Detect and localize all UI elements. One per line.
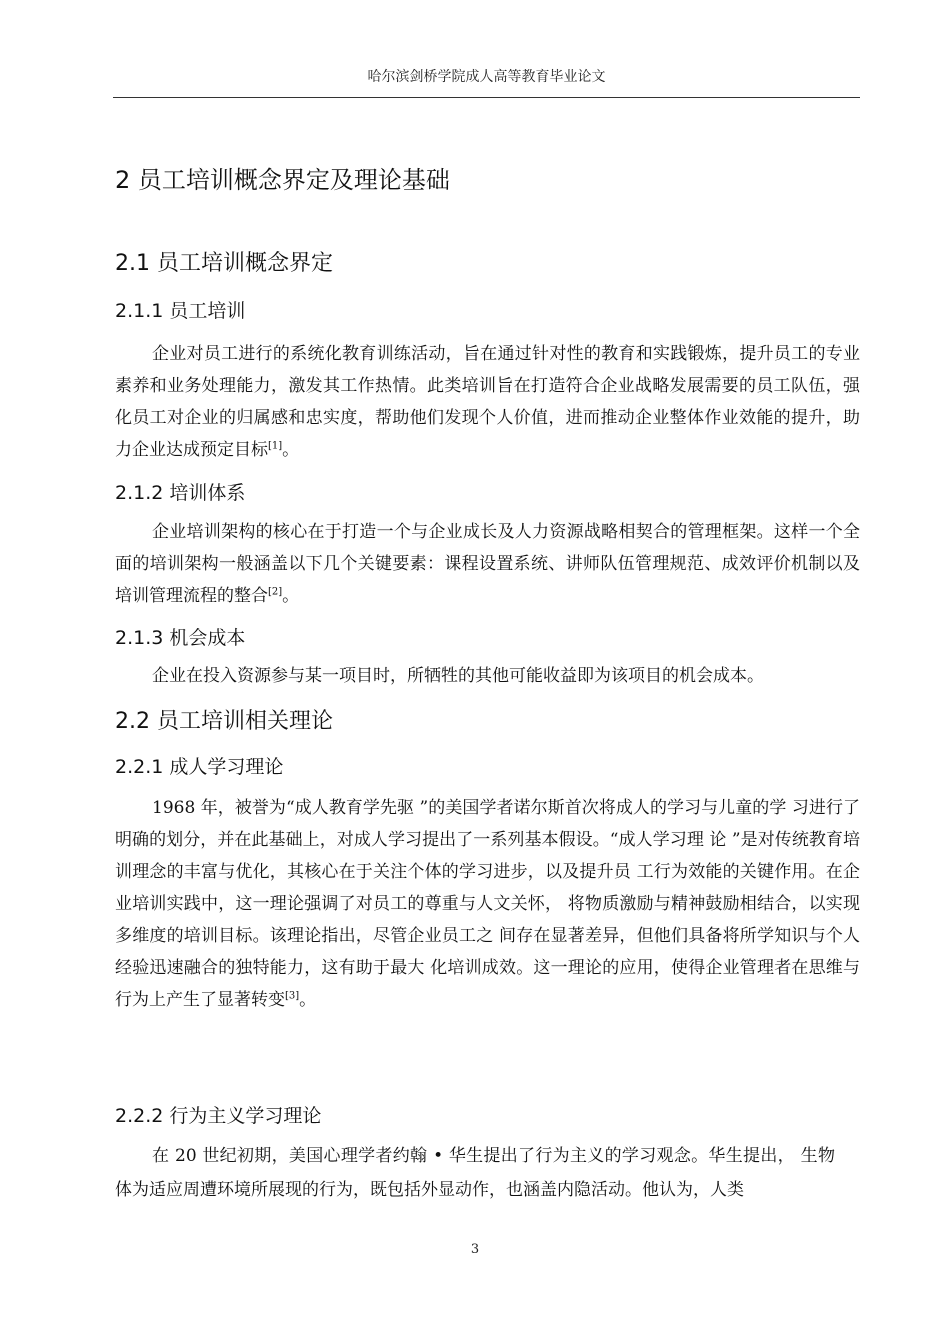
section-2-2-2-heading: 2.2.2 行为主义学习理论 <box>115 1105 322 1127</box>
section-2-1-2-paragraph <box>115 516 860 612</box>
citation-2: [2] <box>268 586 283 598</box>
section-2-2-2-body <box>115 1139 835 1207</box>
section-2-1-heading: 2.1 员工培训概念界定 <box>115 251 333 276</box>
citation-1: [1] <box>268 440 283 452</box>
section-2-1-2-tail: 。 <box>282 586 300 606</box>
section-2-1-2-heading: 2.1.2 培训体系 <box>115 482 246 504</box>
running-header: 哈尔滨剑桥学院成人高等教育毕业论文 <box>367 69 606 85</box>
section-2-2-2-text: 在 20 世纪初期，美国心理学者约翰 • 华生提出了行为主义的学习观念。华生提出， 生物体为适应周遭环境所展现的行为，既包括外显动作，也涵盖内隐活动。他认为，人类 <box>115 1146 835 1200</box>
chapter-title: 2 员工培训概念界定及理论基础 <box>115 166 450 194</box>
section-2-1-1-text: 企业对员工进行的系统化教育训练活动，旨在通过针对性的教育和实践锻炼，提升员工的专业素养和业务处理能力，激发其工作热情。此类培训旨在打造符合企业战略发展需要的员工队伍，强化员工对企业的归属感和忠实度，帮助他们发现个人价值，进而推动企业整体作业效能的提升，助力企业达成预定目标 <box>115 344 860 460</box>
section-2-1-1-paragraph <box>115 338 860 466</box>
section-2-1-1-heading: 2.1.1 员工培训 <box>115 300 246 322</box>
page-number: 3 <box>470 1242 480 1257</box>
citation-3: [3] <box>285 990 300 1002</box>
section-2-2-1-heading: 2.2.1 成人学习理论 <box>115 756 284 778</box>
section-2-2-heading: 2.2 员工培训相关理论 <box>115 709 333 734</box>
section-2-1-3-heading: 2.1.3 机会成本 <box>115 627 246 649</box>
section-2-1-1-tail: 。 <box>282 440 300 460</box>
section-2-1-2-text: 企业培训架构的核心在于打造一个与企业成长及人力资源战略相契合的管理框架。这样一个全面的培训架构一般涵盖以下几个关键要素：课程设置系统、讲师队伍管理规范、成效评价机制以及培训管理流程的整合 <box>115 522 860 606</box>
section-2-2-1-text: 1968 年，被誉为“成人教育学先驱 ”的美国学者诺尔斯首次将成人的学习与儿童的学 习进行了明确的划分，并在此基础上，对成人学习提出了一系列基本假设。“成人学习理 论 ”是对传统教育培训理念的丰富与优化，其核心在于关注个体的学习进步，以及提升员 工行为效能的关键作用。在企业培训实践中，这一理论强调了对员工的尊重与人文关怀， 将物质激励与精神鼓励相结合，以实现多维度的培训目标。该理论指出，尽管企业员工之 间存在显著差异，但他们具备将所学知识与个人经验迅速融合的独特能力，这有助于最大 化培训成效。这一理论的应用，使得企业管理者在思维与行为上产生了显著转变 <box>115 798 860 1010</box>
section-2-2-1-paragraph <box>115 792 860 1016</box>
section-2-1-3-paragraph: 企业在投入资源参与某一项目时，所牺牲的其他可能收益即为该项目的机会成本。 <box>152 666 764 686</box>
section-2-2-1-tail: 。 <box>299 990 317 1010</box>
header-rule <box>113 97 860 98</box>
